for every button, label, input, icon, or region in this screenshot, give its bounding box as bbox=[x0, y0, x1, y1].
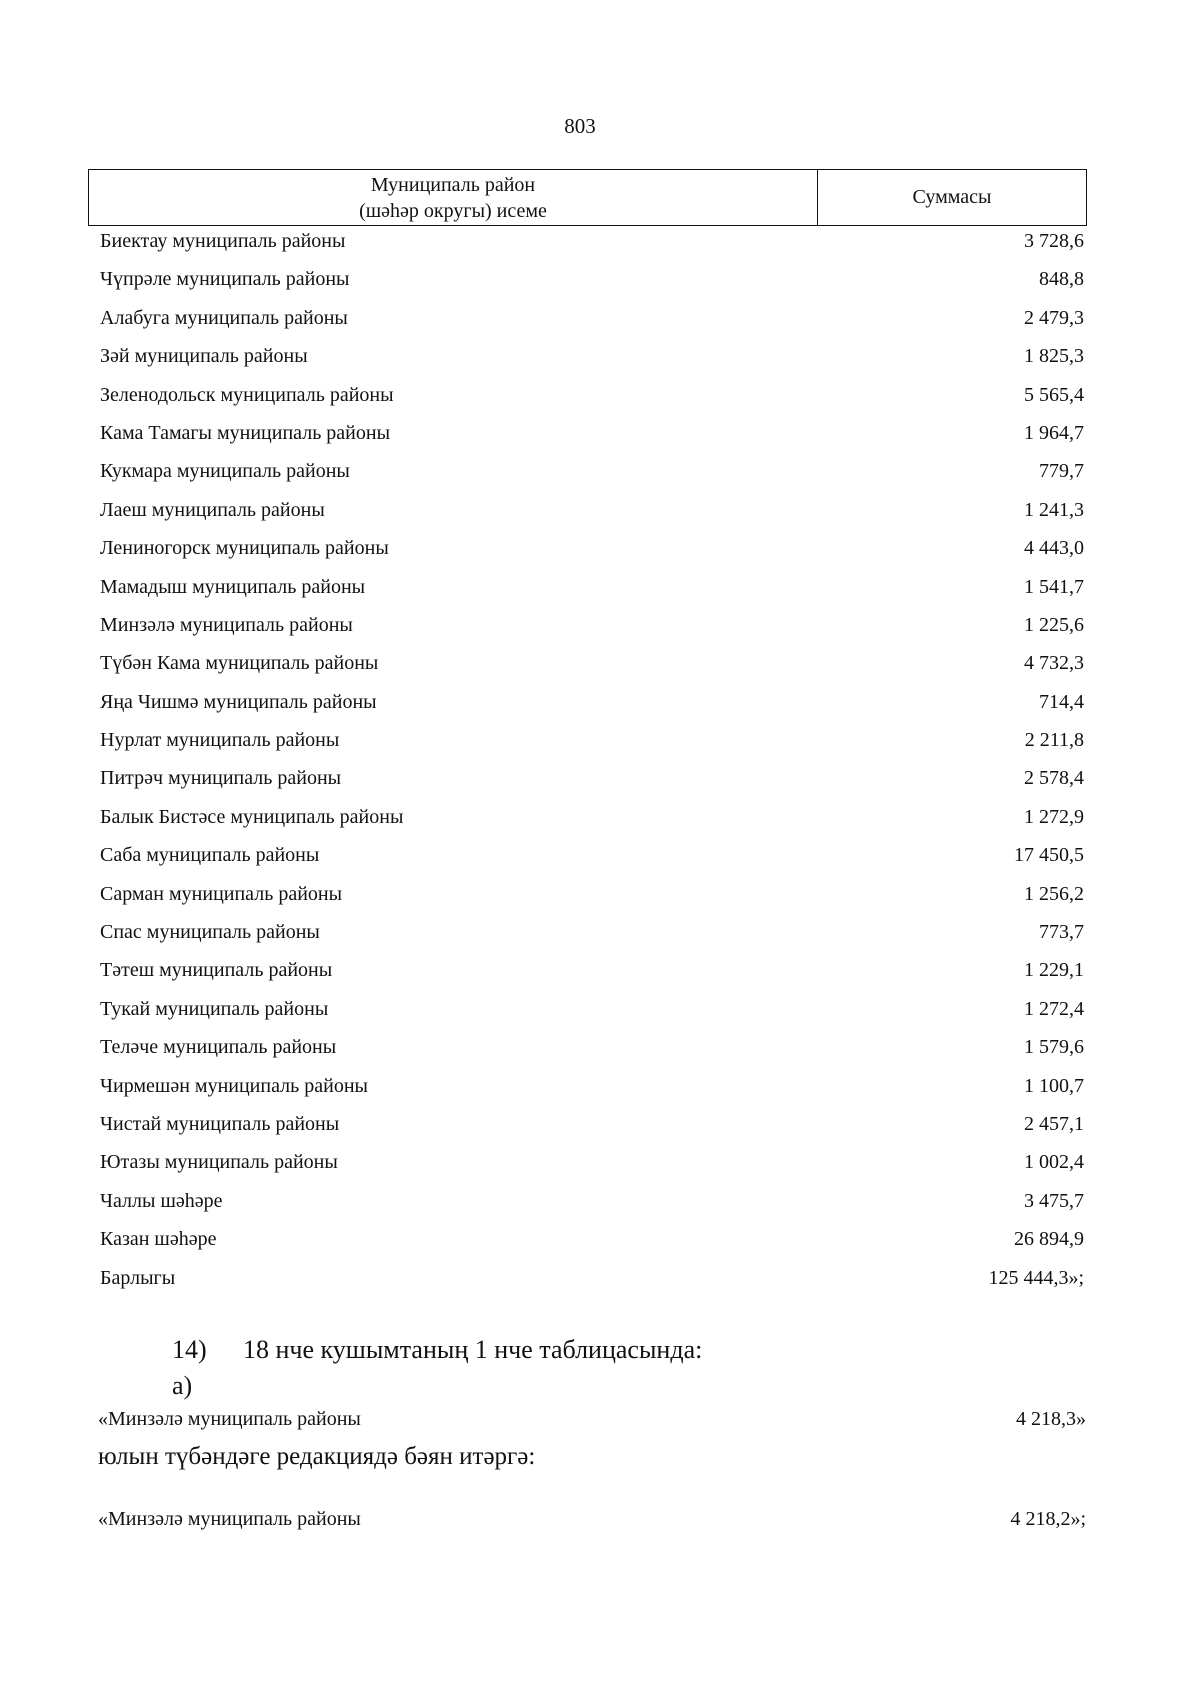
table-row bbox=[88, 266, 1084, 304]
table-row bbox=[88, 957, 1084, 995]
table-row bbox=[88, 1073, 1084, 1111]
row-name: Кама Тамагы муниципаль районы bbox=[100, 421, 391, 444]
row-value: 848,8 bbox=[1039, 268, 1084, 291]
table-row bbox=[88, 535, 1084, 573]
page-number: 803 bbox=[564, 114, 596, 138]
item-text: 18 нче кушымтаның 1 нче таблицасында: bbox=[243, 1335, 703, 1364]
row-name: Чистай муниципаль районы bbox=[100, 1112, 340, 1135]
table-row bbox=[88, 458, 1084, 496]
header-name-line1: Муниципаль район bbox=[370, 174, 536, 196]
row-name: Чаллы шәһәре bbox=[100, 1189, 223, 1212]
new-line bbox=[98, 1508, 1086, 1531]
row-value: 4 443,0 bbox=[1024, 537, 1084, 560]
row-name: Балык Бистәсе муниципаль районы bbox=[100, 805, 404, 828]
header-sum-label: Суммасы bbox=[912, 186, 992, 208]
table-row bbox=[88, 574, 1084, 612]
row-name: Мамадыш муниципаль районы bbox=[100, 575, 366, 598]
row-name: Тәтеш муниципаль районы bbox=[100, 959, 333, 982]
row-name: Сарман муниципаль районы bbox=[100, 882, 343, 905]
instruction-paragraph: юлын түбәндәге редакциядә бәян итәргә: bbox=[98, 1443, 536, 1470]
table-row bbox=[88, 1188, 1084, 1226]
table-row bbox=[88, 1149, 1084, 1187]
row-value: 1 579,6 bbox=[1024, 1036, 1084, 1059]
row-value: 17 450,5 bbox=[1014, 844, 1084, 867]
row-value: 1 256,2 bbox=[1024, 882, 1084, 905]
table-row bbox=[88, 689, 1084, 727]
row-value: 773,7 bbox=[1039, 921, 1084, 944]
row-value: 1 229,1 bbox=[1024, 959, 1084, 982]
table-row bbox=[88, 228, 1084, 266]
table-row bbox=[88, 1034, 1084, 1072]
row-value: 1 272,9 bbox=[1024, 805, 1084, 828]
row-name: Казан шәһәре bbox=[100, 1228, 217, 1251]
row-name: Саба муниципаль районы bbox=[100, 844, 320, 867]
row-name: Яңа Чишмә муниципаль районы bbox=[100, 690, 377, 713]
row-value: 714,4 bbox=[1039, 690, 1084, 713]
table-row bbox=[88, 842, 1084, 880]
row-value: 2 211,8 bbox=[1024, 729, 1084, 752]
row-name: Питрәч муниципаль районы bbox=[100, 767, 342, 790]
row-value: 1 541,7 bbox=[1024, 575, 1084, 598]
row-value: 5 565,4 bbox=[1024, 383, 1084, 406]
old-line-value: 4 218,3» bbox=[1016, 1408, 1086, 1430]
new-line-name: «Минзәлә муниципаль районы bbox=[98, 1508, 361, 1530]
table-row bbox=[88, 1111, 1084, 1149]
sub-item-label: а) bbox=[172, 1371, 193, 1400]
row-name: Лениногорск муниципаль районы bbox=[100, 537, 389, 560]
row-name: Түбән Кама муниципаль районы bbox=[100, 652, 379, 675]
table-row bbox=[88, 420, 1084, 458]
table-row bbox=[88, 727, 1084, 765]
header-sum-cell bbox=[818, 170, 1086, 225]
row-name: Биектау муниципаль районы bbox=[100, 230, 346, 252]
row-name: Лаеш муниципаль районы bbox=[100, 498, 325, 521]
table-row bbox=[88, 881, 1084, 919]
row-value: 1 100,7 bbox=[1024, 1074, 1084, 1097]
new-line-value: 4 218,2»; bbox=[1010, 1508, 1086, 1530]
row-name: Зеленодольск муниципаль районы bbox=[100, 383, 394, 406]
table-row bbox=[88, 650, 1084, 688]
old-line-name: «Минзәлә муниципаль районы bbox=[98, 1408, 361, 1430]
table-row bbox=[88, 343, 1084, 381]
table-row bbox=[88, 919, 1084, 957]
row-value: 2 578,4 bbox=[1024, 767, 1084, 790]
item-number: 14) bbox=[172, 1335, 207, 1364]
table-header bbox=[88, 169, 1087, 226]
row-name: Минзәлә муниципаль районы bbox=[100, 613, 353, 636]
row-value: 125 444,3»; bbox=[988, 1266, 1084, 1289]
row-value: 1 825,3 bbox=[1024, 345, 1084, 368]
table-row bbox=[88, 497, 1084, 535]
row-value: 779,7 bbox=[1039, 460, 1084, 483]
row-name: Барлыгы bbox=[100, 1266, 176, 1289]
table-total-row bbox=[88, 1265, 1084, 1303]
row-value: 1 241,3 bbox=[1024, 498, 1084, 521]
row-name: Теләче муниципаль районы bbox=[100, 1036, 337, 1059]
row-value: 1 964,7 bbox=[1024, 421, 1084, 444]
row-name: Зәй муниципаль районы bbox=[100, 345, 308, 368]
row-value: 2 457,1 bbox=[1024, 1112, 1084, 1135]
row-value: 3 475,7 bbox=[1024, 1189, 1084, 1212]
table-row bbox=[88, 1226, 1084, 1264]
row-value: 1 002,4 bbox=[1024, 1151, 1084, 1174]
row-value: 1 272,4 bbox=[1024, 997, 1084, 1020]
row-name: Алабуга муниципаль районы bbox=[100, 306, 348, 329]
row-name: Чирмешән муниципаль районы bbox=[100, 1074, 368, 1097]
row-name: Спас муниципаль районы bbox=[100, 921, 320, 944]
row-value: 3 728,6 bbox=[1024, 230, 1084, 252]
table-row bbox=[88, 305, 1084, 343]
header-name-line2: (шәһәр округы) исеме bbox=[359, 200, 547, 222]
table-row bbox=[88, 765, 1084, 803]
table-row bbox=[88, 804, 1084, 842]
table-row bbox=[88, 612, 1084, 650]
row-value: 2 479,3 bbox=[1024, 306, 1084, 329]
row-name: Кукмара муниципаль районы bbox=[100, 460, 350, 483]
table-row bbox=[88, 996, 1084, 1034]
row-value: 4 732,3 bbox=[1024, 652, 1084, 675]
row-name: Нурлат муниципаль районы bbox=[100, 729, 340, 752]
row-value: 1 225,6 bbox=[1024, 613, 1084, 636]
table-body bbox=[88, 228, 1084, 1303]
table-row bbox=[88, 382, 1084, 420]
row-name: Чүпрәле муниципаль районы bbox=[100, 268, 350, 291]
row-value: 26 894,9 bbox=[1014, 1228, 1084, 1251]
row-name: Тукай муниципаль районы bbox=[100, 997, 329, 1020]
header-name-cell bbox=[89, 170, 818, 225]
old-line bbox=[98, 1408, 1086, 1431]
row-name: Ютазы муниципаль районы bbox=[100, 1151, 338, 1174]
